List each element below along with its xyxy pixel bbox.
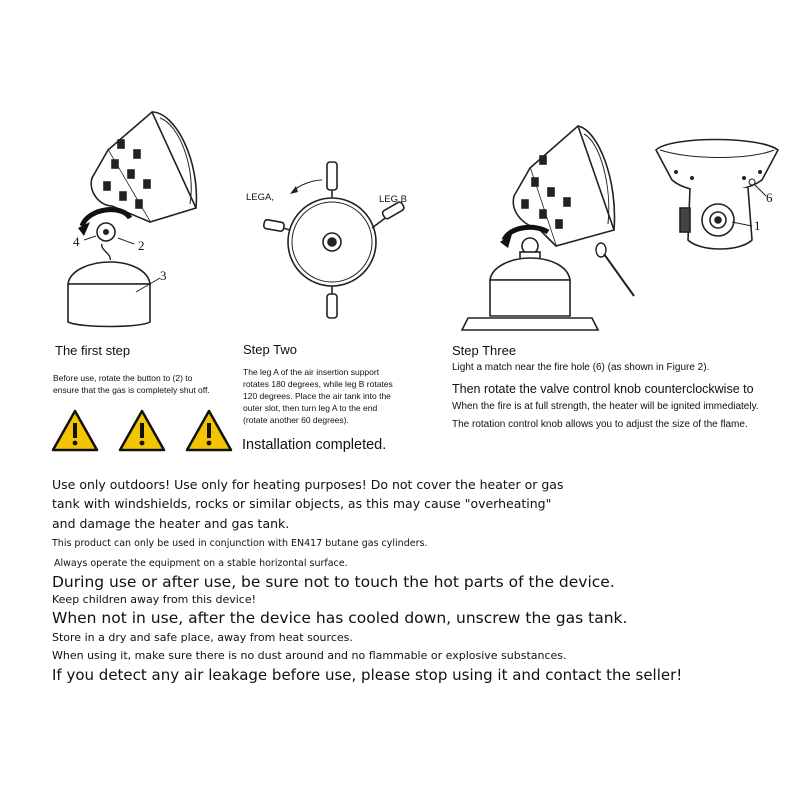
step-1-title: The first step (55, 343, 131, 358)
installation-completed: Installation completed. (242, 437, 387, 453)
figure-3-label-6: 6 (766, 190, 773, 205)
step-3-line: Light a match near the fire hole (6) (as shown in Figure 2). (452, 362, 710, 373)
figure-2-leg-a-label: LEGA, (246, 192, 274, 203)
warning-line: During use or after use, be sure not to touch the hot parts of the device. (52, 573, 615, 591)
warning-line: tank with windshields, rocks or similar objects, as this may cause "overheating" (52, 496, 552, 511)
figure-2-leg-b-label: LEG B (379, 194, 407, 205)
step-2-line: rotates 180 degrees, while leg B rotates (243, 379, 393, 389)
step-2-title: Step Two (243, 342, 297, 357)
warning-line: Store in a dry and safe place, away from heat sources. (52, 631, 353, 644)
step-3-title: Step Three (452, 343, 517, 358)
figure-1-label-2: 2 (138, 238, 145, 253)
step-2-line: (rotate another 60 degrees). (243, 415, 349, 425)
warning-line: This product can only be used in conjunction with EN417 butane gas cylinders. (52, 538, 428, 549)
warning-triangle-icon (187, 411, 231, 450)
step-2-line: 120 degrees. Place the air tank into the (243, 391, 391, 401)
warning-line: Always operate the equipment on a stable horizontal surface. (54, 558, 348, 569)
step-2-line: outer slot, then turn leg A to the end (243, 403, 378, 413)
warning-line: Use only outdoors! Use only for heating purposes! Do not cover the heater or gas (52, 477, 564, 492)
warning-line: If you detect any air leakage before use, please stop using it and contact the seller! (52, 666, 683, 684)
figure-1-label-4: 4 (73, 234, 80, 249)
warning-triangle-icon (53, 411, 97, 450)
figure-1-label-3: 3 (160, 268, 167, 283)
step-3-line: Then rotate the valve control knob counterclockwise to (452, 382, 754, 396)
warning-line: and damage the heater and gas tank. (52, 516, 290, 531)
step-2-line: The leg A of the air insertion support (243, 367, 380, 377)
figure-3-label-1: 1 (754, 218, 761, 233)
warning-line: Keep children away from this device! (52, 593, 256, 606)
warning-line: When not in use, after the device has cooled down, unscrew the gas tank. (52, 609, 628, 627)
step-3-line: The rotation control knob allows you to adjust the size of the flame. (452, 419, 748, 430)
warning-triangle-icon (120, 411, 164, 450)
step-1-line: Before use, rotate the button to (2) to (53, 373, 193, 383)
warning-line: When using it, make sure there is no dust around and no flammable or explosive substances. (52, 649, 567, 662)
step-3-line: When the fire is at full strength, the heater will be ignited immediately. (452, 401, 759, 412)
step-1-line: ensure that the gas is completely shut off. (53, 385, 210, 395)
